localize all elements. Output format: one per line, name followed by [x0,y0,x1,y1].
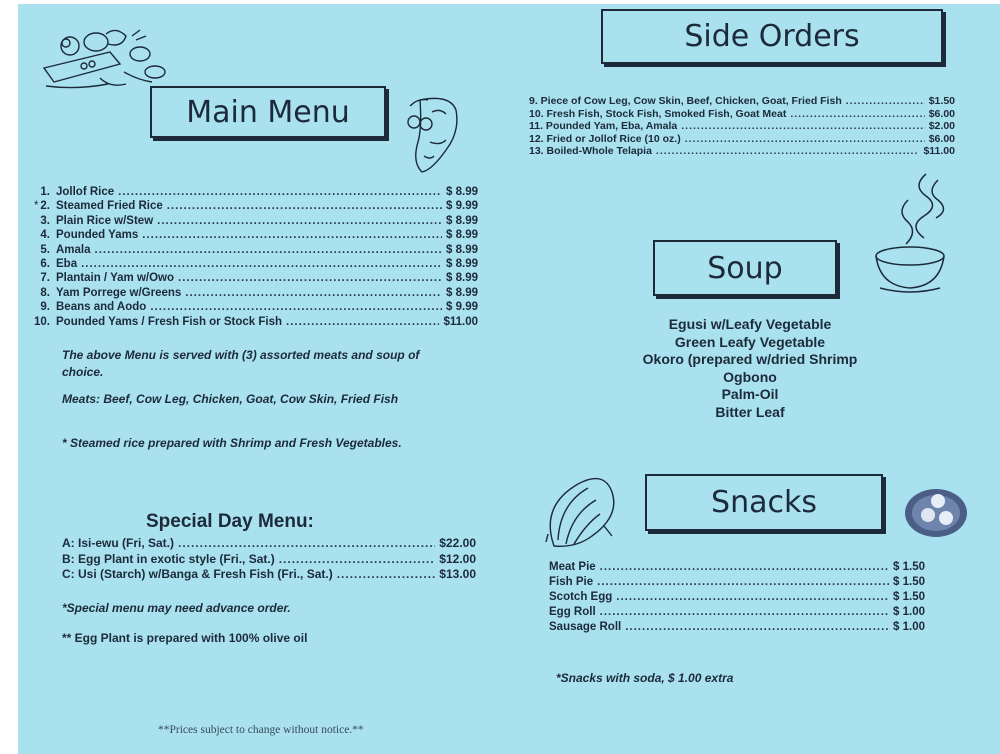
snacks-title: Snacks [645,474,883,531]
list-item: Palm-Oil [721,386,779,402]
item-price: $ 8.99 [446,272,478,285]
price-change-note: **Prices subject to change without notice.** [158,724,364,736]
list-item: Green Leafy Vegetable [674,333,826,350]
list-item: Ogbono [723,368,777,385]
list-item [28,244,478,258]
list-item [549,606,925,621]
item-price: $ 1.00 [893,621,925,633]
list-item [28,229,478,243]
served-with-note: The above Menu is served with (3) assorted meats and soup of choice. [62,348,420,379]
item-name: Jollof Rice [56,186,115,198]
item-price: $ 1.00 [893,606,925,618]
special-menu-list [62,536,476,583]
list-item [62,552,476,568]
main-menu-list [28,186,478,330]
item-number: 9. [40,301,50,314]
item-number: 1. [40,186,50,198]
list-item [529,145,955,158]
olive-oil-note: ** Egg Plant is prepared with 100% olive oil [62,631,308,645]
item-name: Eba [56,257,78,270]
side-orders-list [529,95,955,158]
advance-order-note: *Special menu may need advance order. [62,601,291,615]
list-item [28,215,478,229]
item-price: $ 9.99 [446,301,478,314]
item-name: 9. Piece of Cow Leg, Cow Skin, Beef, Chicken, Goat, Fried Fish [529,95,842,107]
item-price: $11.00 [443,315,478,328]
list-item [28,186,478,200]
item-price: $ 1.50 [893,591,925,603]
item-price: $6.00 [928,132,955,145]
item-name: Pounded Yams [56,229,139,242]
item-price: $ 1.50 [893,561,925,573]
item-price: $ 8.99 [446,257,478,270]
list-item [28,272,478,286]
item-name: 10. Fresh Fish, Stock Fish, Smoked Fish, Goat Meat [529,107,787,120]
item-number: * 2. [34,200,50,213]
item-price: $2.00 [928,120,955,132]
snacks-soda-note: *Snacks with soda, $ 1.00 extra [556,671,734,685]
item-name: B: Egg Plant in exotic style (Fri., Sat.) [62,551,275,566]
item-name: Fish Pie [549,576,594,588]
item-number: 6. [40,257,50,270]
list-item [529,120,955,133]
steamed-rice-note: * Steamed rice prepared with Shrimp and Fresh Vegetables. [62,436,402,450]
list-item [28,287,478,301]
list-item [28,200,478,214]
item-price: $6.00 [928,107,955,120]
item-name: Plantain / Yam w/Owo [56,272,175,285]
item-number: 4. [40,229,50,242]
list-item [62,567,476,583]
pastry-icon [544,474,616,554]
list-item [529,108,955,121]
side-orders-title: Side Orders [601,9,943,64]
item-name: Egg Roll [549,606,596,618]
item-name: Amala [56,243,91,256]
item-number: 8. [40,286,50,299]
item-price: $ 8.99 [446,286,478,299]
meats-note: Meats: Beef, Cow Leg, Chicken, Goat, Cow Skin, Fried Fish [62,392,399,406]
item-price: $13.00 [439,567,476,581]
item-number: 10. [34,315,50,328]
egg-plate-icon [904,488,968,538]
list-item: Egusi w/Leafy Vegetable [668,316,832,332]
item-name: Steamed Fried Rice [56,200,163,213]
list-item: Bitter Leaf [715,403,785,420]
item-number: 7. [40,272,50,285]
asterisk-mark: * [34,200,39,213]
item-name: C: Usi (Starch) w/Banga & Fresh Fish (Fri., Sat.) [62,567,333,581]
item-number: 5. [40,243,50,256]
vegetables-icon [40,28,174,94]
list-item [28,301,478,315]
item-name: Meat Pie [549,561,596,573]
item-name: 13. Boiled-Whole Telapia [529,145,652,157]
soup-title: Soup [653,240,837,296]
list-item [549,591,925,606]
item-name: 11. Pounded Yam, Eba, Amala [529,120,678,132]
item-price: $22.00 [439,536,476,550]
item-price: $ 9.99 [446,200,478,213]
list-item [549,621,925,636]
item-price: $12.00 [439,551,476,566]
list-item [62,536,476,552]
soup-list [600,316,900,421]
item-price: $ 8.99 [446,214,478,227]
item-name: Beans and Aodo [56,301,147,314]
item-name: Plain Rice w/Stew [56,214,154,227]
item-price: $ 8.99 [446,186,478,198]
item-name: Scotch Egg [549,591,613,603]
item-name: 12. Fried or Jollof Rice (10 oz.) [529,132,681,145]
list-item [529,133,955,146]
item-price: $1.50 [928,95,955,107]
list-item [549,561,925,576]
list-item [28,258,478,272]
yam-icon [402,94,460,174]
item-name: Sausage Roll [549,621,622,633]
item-price: $ 8.99 [446,243,478,256]
item-name: Pounded Yams / Fresh Fish or Stock Fish [56,315,283,328]
item-number: 3. [40,214,50,227]
item-name: Yam Porrege w/Greens [56,286,182,299]
snacks-list [549,561,925,636]
special-menu-title: Special Day Menu: [146,511,314,532]
list-item: Okoro (prepared w/dried Shrimp [642,351,858,367]
main-menu-title: Main Menu [150,86,386,138]
item-name: A: Isi-ewu (Fri, Sat.) [62,536,175,550]
list-item [28,316,478,330]
item-price: $ 1.50 [893,576,925,588]
list-item [529,95,955,108]
list-item [549,576,925,591]
item-price: $11.00 [923,145,955,157]
soup-bowl-icon [870,170,954,298]
item-price: $ 8.99 [446,229,478,242]
